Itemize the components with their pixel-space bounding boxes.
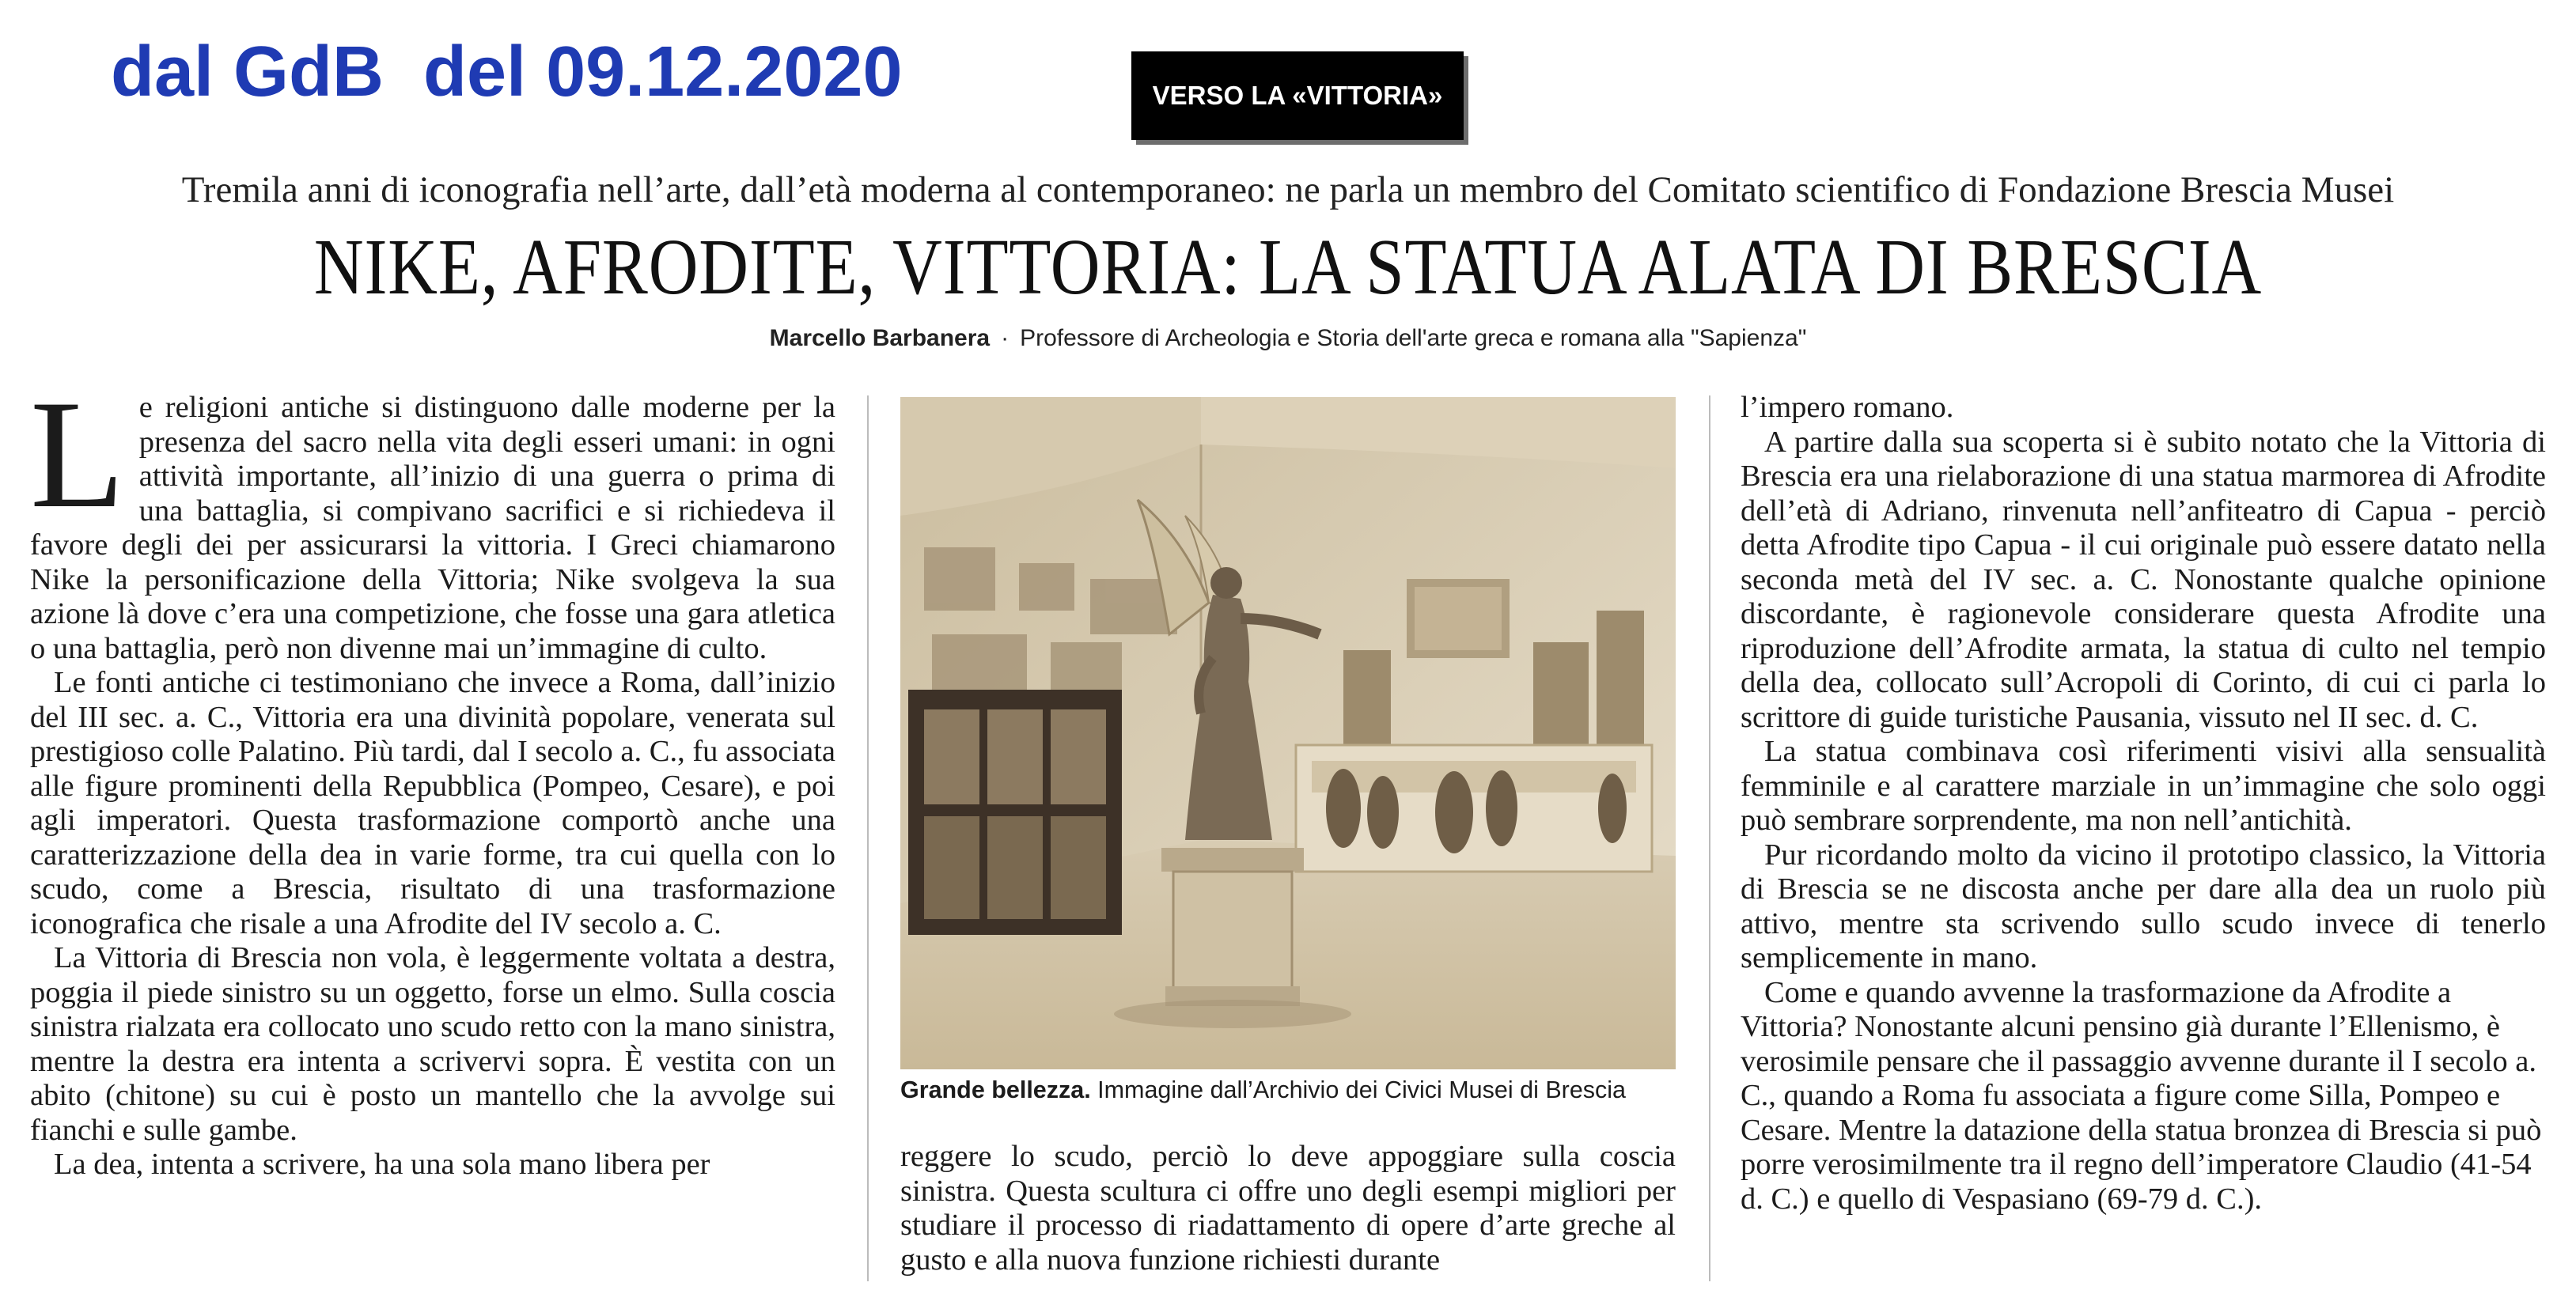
col3-paragraph-5: Come e quando avvenne la trasformazione da Afrodite a Vittoria? Nonostante alcuni pensino già durante l’Ellenismo, è verosimile pensare che il passaggio avvenne durante il I secolo a. C., quando a Roma fu associata a figure come Silla, Pompeo e Cesare. Mentre la datazione della statua bronzea di Brescia si può porre verosimilmente tra il regno dell’imperatore Claudio (41-54 d. C.) e quello di Vespasiano (69-79 d. C.). — [1741, 975, 2542, 1216]
caption-text: Immagine dall’Archivio dei Civici Musei di Brescia — [1090, 1076, 1627, 1103]
article-column-3 — [1741, 391, 2546, 1216]
museum-photo — [900, 397, 1676, 1069]
col3-paragraph-1: l’impero romano. — [1741, 391, 1954, 424]
col1-paragraph-1-text: e religioni antiche si distinguono dalle moderne per la presenza del sacro nella vita degli esseri umani: in ogni attività importante, all’inizio di una guerra o prima di una battaglia, si compivano sacrifici e si richiedeva il favore degli dei per assicurarsi la vittoria. I Greci chiamarono Nike la personificazione della Vittoria; Nike svolgeva la sua azione là dove c’era una competizione, che fosse una gara atletica o una battaglia, però non divenne mai un’immagine di culto. — [30, 391, 835, 665]
section-tag: VERSO LA «VITTORIA» — [1131, 51, 1464, 140]
photo-caption — [900, 1074, 1684, 1106]
col1-paragraph-4: La dea, intenta a scrivere, ha una sola mano libera per — [54, 1148, 710, 1181]
column-rule-1 — [867, 395, 869, 1281]
drop-cap: L — [30, 369, 125, 540]
column-rule-2 — [1709, 395, 1710, 1281]
col3-paragraph-3: La statua combinava così riferimenti visivi alla sensualità femminile e al carattere marziale in un’immagine che solo oggi può sembrare sorprendente, ma non nell’antichità. — [1741, 735, 2546, 837]
kicker: Tremila anni di iconografia nell’arte, dall’età moderna al contemporaneo: ne parla un membro del Comitato scientifico di Fondazione Brescia Musei — [181, 169, 2395, 210]
col2-paragraph-1: reggere lo scudo, perciò lo deve appoggiare sulla coscia sinistra. Questa scultura ci offre uno degli esempi migliori per studiare il processo di riadattamento di opere d’arte greche al gusto e alla nuova funzione richiesti durante — [900, 1140, 1676, 1277]
clipping-source-stamp: dal GdB del 09.12.2020 — [111, 32, 903, 112]
article-column-2 — [900, 1140, 1676, 1277]
col1-paragraph-2: Le fonti antiche ci testimoniano che invece a Roma, dall’inizio del III sec. a. C., Vittoria era una divinità popolare, venerata sul prestigioso colle Palatino. Più tardi, dal I secolo a. C., fu associata alle figure prominenti della Repubblica (Pompeo, Cesare), e poi agli imperatori. Questa trasformazione comportò anche una caratterizzazione della dea in varie forme, tra cui quella con lo scudo, come a Brescia, risultato di una trasformazione iconografica che risale a una Afrodite del IV secolo a. C. — [30, 666, 835, 940]
caption-title: Grande bellezza. — [900, 1076, 1091, 1103]
headline: NIKE, AFRODITE, VITTORIA: LA STATUA ALATA DI BRESCIA — [313, 222, 2263, 311]
byline — [0, 323, 2576, 354]
byline-separator: · — [1001, 325, 1010, 351]
col3-paragraph-2: A partire dalla sua scoperta si è subito notato che la Vittoria di Brescia era una rielaborazione di una statua marmorea di Afrodite dell’età di Adriano, rinvenuta nell’anfiteatro di Capua - perciò detta Afrodite tipo Capua - il cui originale può essere datato nella seconda metà del IV sec. a. C. Nonostante qualche opinione discordante, è ragionevole considerare questa Afrodite una riproduzione dell’Afrodite armata, la statua di culto nel tempio della dea, collocato sull’Acropoli di Corinto, di cui ci parla lo scrittore di guide turistiche Pausania, vissuto nel II sec. d. C. — [1741, 425, 2546, 734]
statue-hall-illustration — [900, 397, 1676, 1069]
col1-paragraph-3: La Vittoria di Brescia non vola, è leggermente voltata a destra, poggia il piede sinistro su un oggetto, forse un elmo. Sulla coscia sinistra rialzata era collocato uno scudo retto con la mano sinistra, mentre la destra era intenta a scrivervi sopra. È vestita con un abito (chitone) su cui è posto un mantello che la avvolge sui fianchi e sulle gambe. — [30, 941, 835, 1147]
byline-author: Marcello Barbanera — [769, 325, 991, 351]
article-column-1 — [30, 369, 835, 1182]
col1-paragraph-1 — [30, 369, 835, 666]
col3-paragraph-4: Pur ricordando molto da vicino il prototipo classico, la Vittoria di Brescia se ne discosta anche per dare alla dea un ruolo più attivo, mentre sta scrivendo sullo scudo invece di tenerlo semplicemente in mano. — [1741, 838, 2546, 974]
byline-role: Professore di Archeologia e Storia dell'arte greca e romana alla "Sapienza" — [1020, 325, 1807, 351]
